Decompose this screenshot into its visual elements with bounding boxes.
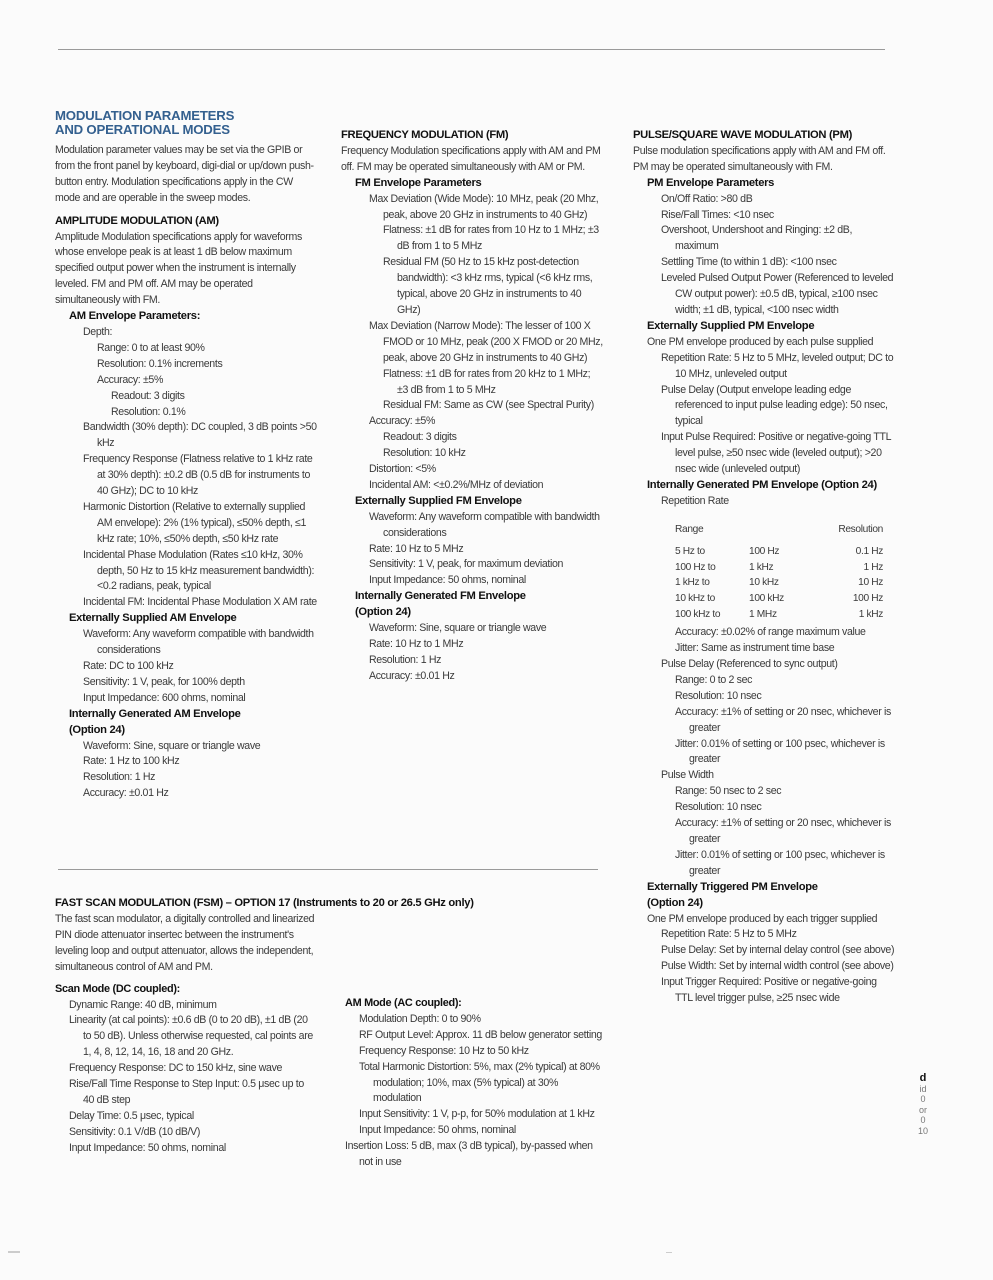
- fm-residual-wide: Residual FM (50 Hz to 15 kHz post-detection bandwidth): <3 kHz rms, typical (<6 kHz rms, typical, above 20 GHz in instruments to 40 GHz): [383, 256, 593, 316]
- am-frequency-response: Frequency Response (Flatness relative to 1 kHz rate at 30% depth): ±0.2 dB (0.5 dB for instruments to 40 GHz); DC to 10 kHz: [83, 453, 313, 498]
- table-header-range: Range: [675, 523, 704, 535]
- ext-am-sensitivity: Sensitivity: 1 V, peak, for 100% depth: [83, 675, 245, 688]
- ext-fm-title: Externally Supplied FM Envelope: [355, 494, 522, 507]
- fm-flatness-narrow: Flatness: ±1 dB for rates from 20 kHz to 1 MHz; ±3 dB from 1 to 5 MHz: [383, 367, 591, 396]
- pm-leveled-output: Leveled Pulsed Output Power (Referenced to leveled CW output power): ±0.5 dB, typical, ≥100 nsec width; ±1 dB, typical, <100 nsec width: [661, 272, 894, 316]
- table-cell: 5 Hz to: [675, 545, 705, 557]
- margin-char: 0: [920, 1094, 926, 1104]
- fm-incidental-am: Incidental AM: <±0.2%/MHz of deviation: [369, 478, 544, 491]
- pm-settling: Settling Time (to within 1 dB): <100 nsec: [661, 256, 837, 269]
- table-row: [675, 607, 883, 623]
- trig-pm-title: Externally Triggered PM Envelope (Option 24): [647, 880, 818, 909]
- int-am-accuracy: Accuracy: ±0.01 Hz: [83, 787, 169, 800]
- table-header-resolution: Resolution: [838, 523, 883, 535]
- fm-max-deviation-wide: Max Deviation (Wide Mode): 10 MHz, peak (20 Mhz, peak, above 20 GHz in instruments to 40 GHz): [369, 192, 599, 221]
- fm-accuracy: Accuracy: ±5%: [369, 415, 436, 428]
- ext-pm-delay: Pulse Delay (Output envelope leading edge referenced to input pulse leading edge): 50 nsec, typical: [661, 383, 888, 428]
- am-depth-resolution: Resolution: 0.1% increments: [97, 357, 223, 370]
- fm-title: FREQUENCY MODULATION (FM): [341, 129, 509, 141]
- am-title: AMPLITUDE MODULATION (AM): [55, 214, 219, 227]
- scan-impedance: Input Impedance: 50 ohms, nominal: [69, 1141, 226, 1154]
- modulation-intro: Modulation parameter values may be set via the GPIB or from the front panel by keyboard, digi-dial or up/down push-button entry. Modulation specifications apply in the CW mode and are operable in the sweep modes.: [55, 144, 314, 204]
- table-cell: 100 Hz to: [675, 561, 716, 573]
- trig-pm-width: Pulse Width: Set by internal width control (see above): [661, 960, 894, 973]
- table-row: [675, 591, 883, 607]
- table-cell: 0.1 Hz: [855, 545, 883, 557]
- int-fm-waveform: Waveform: Sine, square or triangle wave: [369, 622, 547, 635]
- int-fm-rate: Rate: 10 Hz to 1 MHz: [369, 638, 464, 650]
- am-mode-impedance: Input Impedance: 50 ohms, nominal: [359, 1124, 516, 1137]
- am-envelope-title: AM Envelope Parameters:: [69, 310, 201, 323]
- pm-rise-fall: Rise/Fall Times: <10 nsec: [661, 208, 774, 221]
- scan-mode-title: Scan Mode (DC coupled):: [55, 982, 181, 995]
- int-fm-resolution: Resolution: 1 Hz: [369, 653, 442, 666]
- ext-pm-title: Externally Supplied PM Envelope: [647, 319, 815, 332]
- ext-am-title: Externally Supplied AM Envelope: [69, 612, 237, 625]
- ext-am-rate: Rate: DC to 100 kHz: [83, 660, 174, 672]
- am-harmonic-distortion: Harmonic Distortion (Relative to externally supplied AM envelope): 2% (1% typical), ≤50% depth, ≤1 kHz rate; 10%, ≤50% depth, ≤50 kHz rate: [83, 500, 307, 545]
- margin-fragment: [918, 1073, 928, 1136]
- column-fsm-scan: [55, 912, 317, 1157]
- fsm-title-block: [55, 896, 615, 912]
- section-title-modulation-parameters: MODULATION PARAMETERS AND OPERATIONAL MODES: [55, 108, 235, 137]
- table-cell: 100 kHz to: [675, 609, 721, 621]
- table-row: [675, 575, 883, 591]
- pm-overshoot: Overshoot, Undershoot and Ringing: ±2 dB, maximum: [661, 224, 853, 253]
- trig-pm-delay: Pulse Delay: Set by internal delay control (see above): [661, 944, 895, 957]
- fm-resolution: Resolution: 10 kHz: [383, 447, 466, 460]
- table-cell: 100 kHz: [749, 593, 784, 605]
- ext-am-impedance: Input Impedance: 600 ohms, nominal: [83, 691, 246, 704]
- top-rule: [58, 49, 885, 50]
- table-cell: 1 MHz: [749, 609, 777, 621]
- rep-accuracy: Accuracy: ±0.02% of range maximum value: [675, 626, 866, 639]
- pulse-width-jitter: Jitter: 0.01% of setting or 100 psec, whichever is greater: [675, 848, 885, 877]
- scan-speck: [8, 1251, 20, 1253]
- table-row: [675, 544, 883, 560]
- table-header-row: [675, 522, 883, 544]
- table-cell: 10 kHz to: [675, 593, 715, 605]
- scan-speck: [666, 1252, 672, 1253]
- int-am-rate: Rate: 1 Hz to 100 kHz: [83, 755, 180, 768]
- middle-rule: [58, 869, 598, 870]
- scan-sensitivity: Sensitivity: 0.1 V/dB (10 dB/V): [69, 1125, 201, 1138]
- am-depth-label: Depth:: [83, 325, 113, 338]
- fm-readout: Readout: 3 digits: [383, 431, 457, 444]
- margin-char: 0: [920, 1115, 926, 1125]
- int-pm-title: Internally Generated PM Envelope (Option 24): [647, 478, 877, 491]
- table-cell: 1 Hz: [863, 561, 883, 573]
- am-depth-range: Range: 0 to at least 90%: [97, 341, 205, 354]
- pm-envelope-title: PM Envelope Parameters: [647, 176, 775, 189]
- am-incidental-fm: Incidental FM: Incidental Phase Modulation X AM rate: [83, 596, 317, 609]
- margin-char: id: [919, 1083, 927, 1094]
- pm-title: PULSE/SQUARE WAVE MODULATION (PM): [633, 129, 853, 141]
- pulse-width-accuracy: Accuracy: ±1% of setting or 20 nsec, whichever is greater: [675, 817, 891, 845]
- scan-dynamic-range: Dynamic Range: 40 dB, minimum: [69, 998, 217, 1011]
- table-cell: 1 kHz to: [675, 577, 710, 589]
- margin-char: 10: [918, 1125, 929, 1136]
- pulse-width-label: Pulse Width: [661, 769, 714, 782]
- rep-jitter: Jitter: Same as instrument time base: [675, 642, 835, 655]
- ext-pm-intro: One PM envelope produced by each pulse supplied: [647, 335, 874, 348]
- fm-distortion: Distortion: <5%: [369, 463, 436, 476]
- am-mode-rf-output: RF Output Level: Approx. 11 dB below generator setting: [359, 1028, 602, 1041]
- ext-fm-waveform: Waveform: Any waveform compatible with bandwidth considerations: [369, 510, 600, 539]
- scan-frequency-response: Frequency Response: DC to 150 kHz, sine wave: [69, 1062, 283, 1075]
- column-pm: [633, 128, 895, 1007]
- am-readout: Readout: 3 digits: [111, 389, 185, 402]
- int-pm-repetition-label: Repetition Rate: [661, 494, 729, 507]
- margin-char: or: [918, 1104, 927, 1115]
- pulse-delay-range: Range: 0 to 2 sec: [675, 673, 753, 686]
- ext-pm-repetition: Repetition Rate: 5 Hz to 5 MHz, leveled output; DC to 10 MHz, unleveled output: [661, 351, 894, 380]
- fm-max-deviation-narrow: Max Deviation (Narrow Mode): The lesser of 100 X FMOD or 10 MHz, peak (200 X FMOD or 20 MHz, peak, above 20 GHz in instruments to 40 GHz): [369, 319, 603, 364]
- pulse-width-resolution: Resolution: 10 nsec: [675, 801, 762, 814]
- int-fm-title: Internally Generated FM Envelope (Option 24): [355, 590, 526, 619]
- ext-fm-sensitivity: Sensitivity: 1 V, peak, for maximum deviation: [369, 558, 564, 571]
- fm-envelope-title: FM Envelope Parameters: [355, 176, 482, 189]
- am-bandwidth: Bandwidth (30% depth): DC coupled, 3 dB points >50 kHz: [83, 421, 317, 450]
- scan-linearity: Linearity (at cal points): ±0.6 dB (0 to 20 dB), ±1 dB (20 to 50 dB). Unless otherwise requested, cal points are 1, 4, 8, 12, 14, 16, 18 and 20 GHz.: [69, 1014, 313, 1059]
- scan-rise-fall: Rise/Fall Time Response to Step Input: 0.5 μsec up to 40 dB step: [69, 1078, 304, 1106]
- pulse-delay-accuracy: Accuracy: ±1% of setting or 20 nsec, whichever is greater: [675, 705, 891, 734]
- ext-fm-impedance: Input Impedance: 50 ohms, nominal: [369, 574, 526, 587]
- pulse-delay-resolution: Resolution: 10 nsec: [675, 689, 762, 702]
- table-cell: 10 Hz: [858, 577, 883, 589]
- column-fsm-am: [345, 996, 603, 1171]
- pm-onoff-ratio: On/Off Ratio: >80 dB: [661, 192, 753, 205]
- am-mode-sensitivity: Input Sensitivity: 1 V, p-p, for 50% modulation at 1 kHz: [359, 1108, 595, 1121]
- margin-char: d: [919, 1072, 927, 1084]
- int-am-waveform: Waveform: Sine, square or triangle wave: [83, 739, 261, 752]
- fm-residual-narrow: Residual FM: Same as CW (see Spectral Purity): [383, 399, 594, 412]
- trig-pm-intro: One PM envelope produced by each trigger supplied: [647, 912, 878, 925]
- int-fm-accuracy: Accuracy: ±0.01 Hz: [369, 669, 455, 682]
- pm-intro: Pulse modulation specifications apply with AM and FM off. PM may be operated simultaneously with FM.: [633, 144, 886, 173]
- fm-intro: Frequency Modulation specifications apply with AM and PM off. FM may be operated simultaneously with AM or PM.: [341, 144, 601, 173]
- table-cell: 1 kHz: [749, 561, 774, 573]
- am-mode-frequency-response: Frequency Response: 10 Hz to 50 kHz: [359, 1044, 529, 1057]
- column-am: [55, 109, 317, 802]
- trig-pm-input: Input Trigger Required: Positive or negative-going TTL level trigger pulse, ≥25 nsec wide: [661, 976, 877, 1005]
- pulse-delay-jitter: Jitter: 0.01% of setting or 100 psec, whichever is greater: [675, 737, 885, 766]
- am-intro: Amplitude Modulation specifications apply for waveforms whose envelope peak is at least 1 dB below maximum specified output power when the instrument is internally leveled. FM and PM off. AM may be operated simultaneously with FM.: [55, 230, 302, 307]
- int-am-resolution: Resolution: 1 Hz: [83, 771, 156, 784]
- am-mode-depth: Modulation Depth: 0 to 90%: [359, 1012, 481, 1025]
- table-cell: 100 Hz: [749, 545, 780, 557]
- repetition-rate-table: [675, 522, 883, 623]
- table-row: [675, 560, 883, 576]
- scan-delay: Delay Time: 0.5 μsec, typical: [69, 1109, 194, 1122]
- pulse-delay-label: Pulse Delay (Referenced to sync output): [661, 658, 838, 670]
- trig-pm-repetition: Repetition Rate: 5 Hz to 5 MHz: [661, 928, 797, 941]
- ext-am-waveform: Waveform: Any waveform compatible with bandwidth considerations: [83, 628, 314, 657]
- ext-fm-rate: Rate: 10 Hz to 5 MHz: [369, 542, 464, 555]
- table-cell: 1 kHz: [858, 609, 883, 621]
- am-depth-accuracy: Accuracy: ±5%: [97, 373, 164, 386]
- column-fm: [341, 128, 603, 685]
- am-mode-insertion-loss: Insertion Loss: 5 dB, max (3 dB typical), by-passed when not in use: [345, 1140, 593, 1169]
- am-incidental-pm: Incidental Phase Modulation (Rates ≤10 kHz, 30% depth, 50 Hz to 15 kHz measurement bandwidth): <0.2 radians, peak, typical: [83, 548, 315, 593]
- am-mode-thd: Total Harmonic Distortion: 5%, max (2% typical) at 80% modulation; 10%, max (5% typical) at 30% modulation: [359, 1060, 600, 1105]
- am-readout-resolution: Resolution: 0.1%: [111, 405, 186, 418]
- int-am-title: Internally Generated AM Envelope (Option 24): [69, 707, 241, 736]
- table-cell: 100 Hz: [852, 593, 883, 605]
- ext-pm-input: Input Pulse Required: Positive or negative-going TTL level pulse, ≥50 nsec wide (leveled output); >20 nsec wide (unleveled output): [661, 431, 891, 476]
- pulse-width-range: Range: 50 nsec to 2 sec: [675, 785, 782, 798]
- fsm-intro: The fast scan modulator, a digitally controlled and linearized PIN diode attenuator insertec between the instrument's leveling loop and output attenuator, allows the independent, simultaneous control of AM and PM.: [55, 913, 315, 973]
- am-mode-title: AM Mode (AC coupled):: [345, 997, 462, 1009]
- fm-flatness-wide: Flatness: ±1 dB for rates from 10 Hz to 1 MHz; ±3 dB from 1 to 5 MHz: [383, 224, 599, 253]
- table-cell: 10 kHz: [749, 577, 779, 589]
- fsm-title: FAST SCAN MODULATION (FSM) – OPTION 17 (Instruments to 20 or 26.5 GHz only): [55, 897, 474, 909]
